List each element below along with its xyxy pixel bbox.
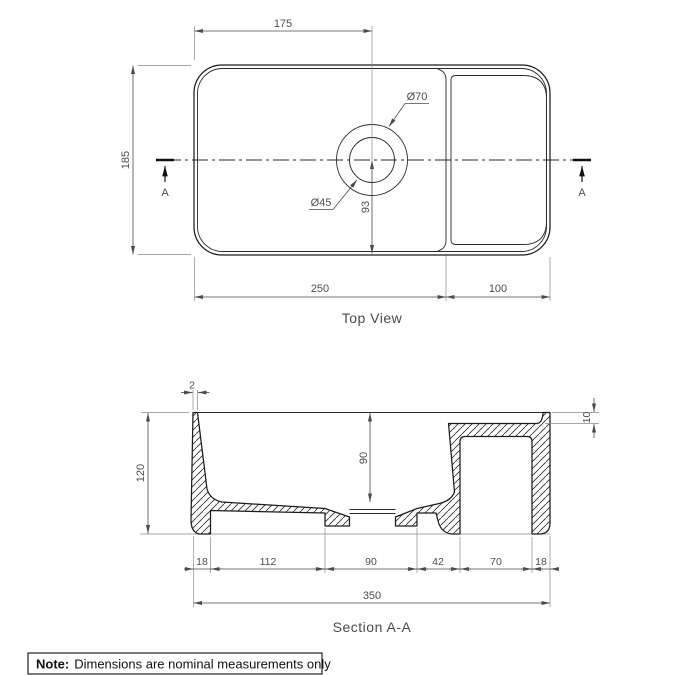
dim-250-100 (195, 256, 551, 301)
dim-label: 10 (581, 411, 593, 424)
dim-label: 120 (135, 463, 147, 483)
dim-label: 93 (360, 200, 372, 214)
dim-label: 18 (535, 556, 547, 568)
note-box (28, 653, 331, 674)
section-view-title: Section A-A (332, 619, 412, 635)
note-label: Note: (36, 656, 70, 672)
dim-93 (360, 161, 372, 254)
dim-label: 185 (120, 150, 132, 170)
dim-90-depth (358, 413, 370, 502)
section-marker-left (156, 160, 174, 199)
dim-120 (135, 413, 189, 534)
section-marker-label: A (578, 187, 586, 199)
dim-label: 100 (488, 283, 508, 295)
dim-label: 175 (273, 18, 293, 30)
dim-label: 90 (365, 556, 377, 568)
dim-label: 112 (259, 556, 277, 568)
dim-175 (195, 18, 373, 60)
dim-2 (181, 380, 210, 411)
section-marker-right (573, 160, 591, 199)
section-cut-left-wall-floor (191, 413, 350, 535)
leader-drain-outer (389, 91, 429, 127)
dim-label: 90 (358, 451, 370, 465)
dim-label: Ø70 (406, 91, 428, 103)
dim-label: 350 (362, 590, 382, 602)
dim-label: 2 (189, 379, 195, 392)
dim-label: 250 (310, 283, 330, 295)
section-marker-label: A (161, 187, 169, 199)
top-view-title: Top View (341, 310, 403, 326)
note-body: Dimensions are nominal measurements only (74, 656, 331, 672)
dim-350 (194, 590, 550, 603)
top-view (120, 18, 591, 326)
dim-label: 18 (196, 556, 208, 568)
dim-label: Ø45 (310, 197, 332, 209)
dim-10 (545, 398, 599, 438)
dim-label: 70 (490, 556, 502, 568)
section-cut-right-floor-ledge (396, 413, 551, 535)
note-text (36, 657, 331, 672)
section-view (135, 380, 599, 636)
leader-drain-inner (309, 180, 357, 210)
dim-label: 42 (432, 556, 444, 568)
dim-bottom-row (184, 556, 559, 569)
